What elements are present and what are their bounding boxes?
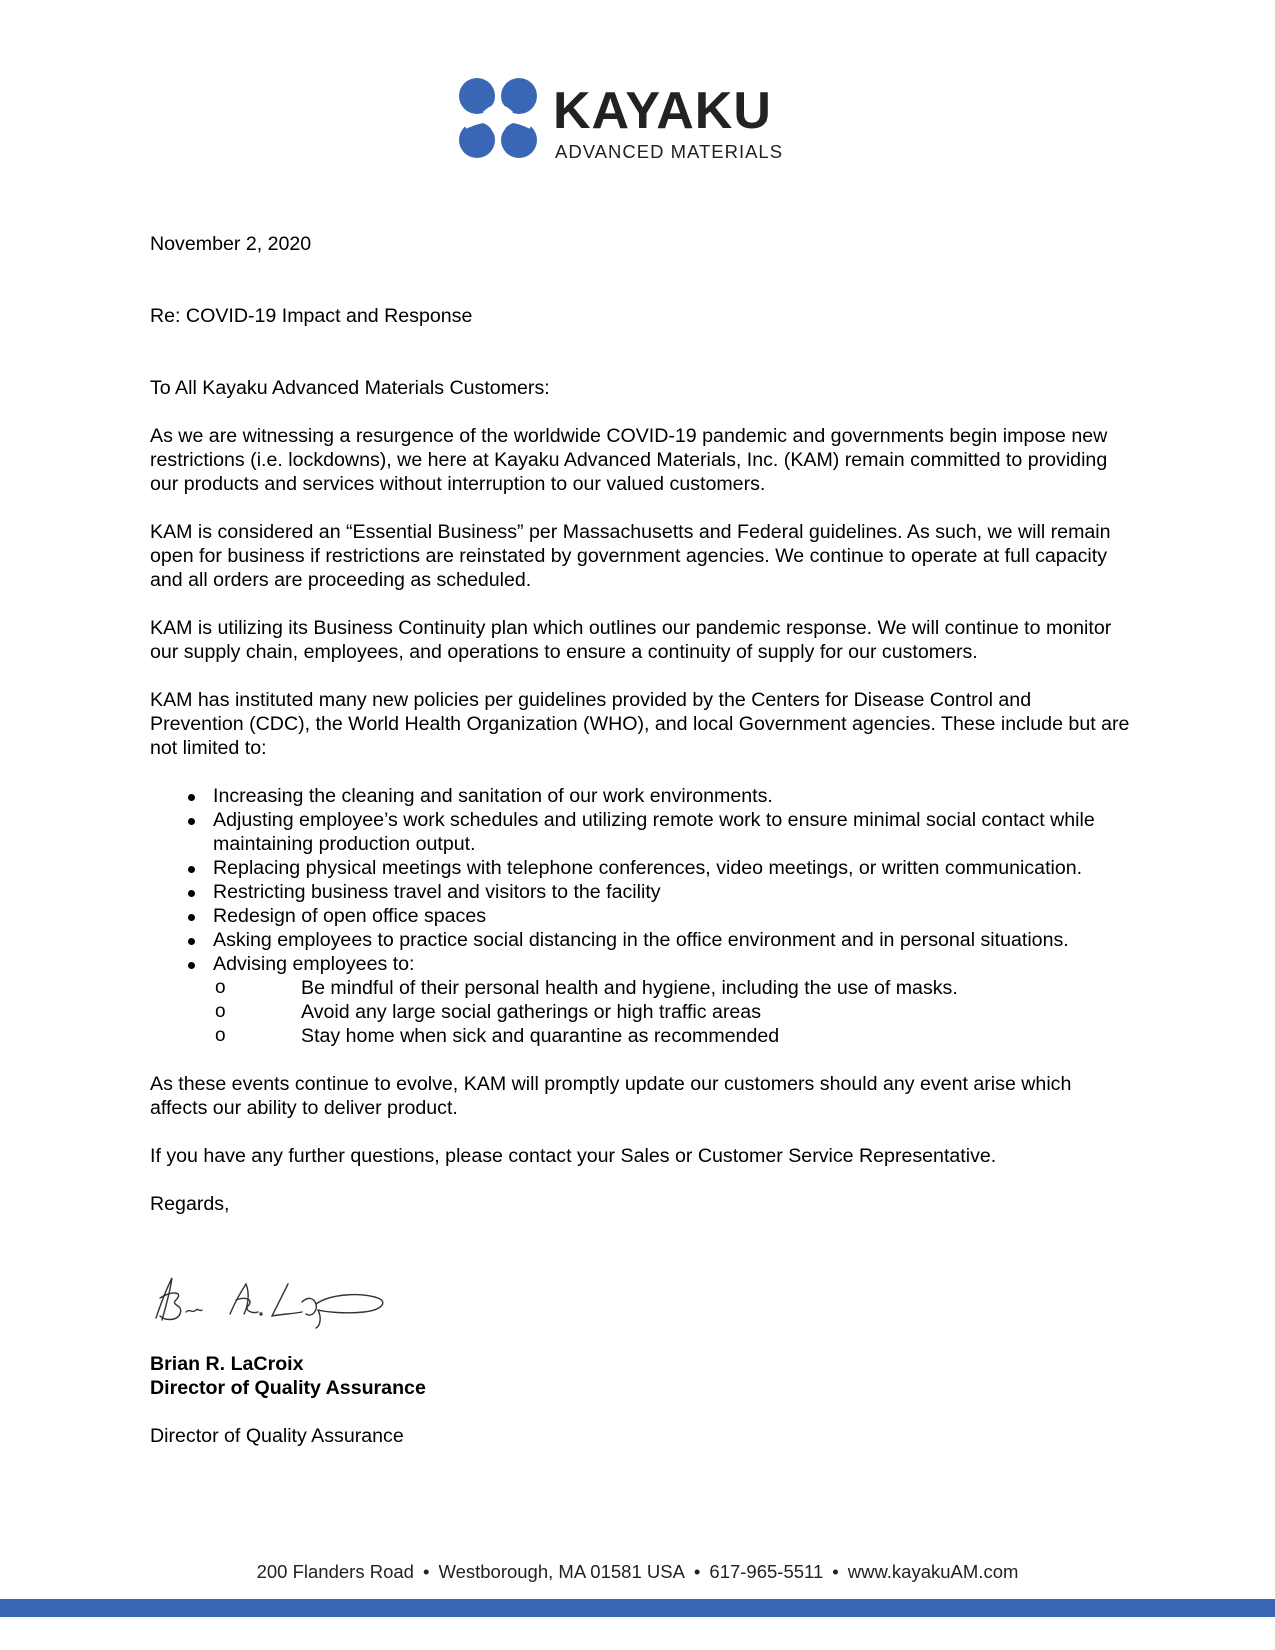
advising-sublist [213, 976, 1130, 1048]
circle-bullet-icon: o [215, 977, 226, 998]
list-item-text: Increasing the cleaning and sanitation of our work environments. [213, 785, 773, 807]
paragraph: As these events continue to evolve, KAM will promptly update our customers should any event arise which affects our ability to deliver product. [150, 1073, 1072, 1119]
handwritten-signature [150, 1270, 400, 1330]
footer-separator: • [693, 1561, 701, 1582]
footer-city: Westborough, MA 01581 USA [438, 1561, 685, 1582]
bullet-icon [188, 890, 195, 897]
signature-icon [150, 1270, 400, 1330]
footer-separator: • [422, 1561, 430, 1582]
footer-separator: • [832, 1561, 839, 1582]
list-item [150, 952, 1130, 1048]
list-item [150, 880, 1130, 904]
paragraph: If you have any further questions, please contact your Sales or Customer Service Representative. [150, 1145, 997, 1167]
footer-address: 200 Flanders Road [256, 1561, 414, 1582]
letter-date: November 2, 2020 [150, 233, 312, 255]
policy-list [150, 784, 1130, 1048]
bullet-icon [188, 938, 195, 945]
paragraph: KAM has instituted many new policies per guidelines provided by the Centers for Disease Control and Prevention (CDC), the World Health Organization (WHO), and local Government agencies. These include but are not limited to: [150, 689, 1130, 759]
list-item [150, 784, 1130, 808]
letter-subject: Re: COVID-19 Impact and Response [150, 305, 473, 327]
sub-list-item-text: Stay home when sick and quarantine as recommended [301, 1025, 780, 1047]
sub-list-item [213, 1000, 1130, 1024]
kayaku-logo [455, 76, 835, 164]
sub-list-item [213, 976, 1130, 1000]
circle-bullet-icon: o [215, 1025, 226, 1046]
letter-body [150, 232, 1130, 1240]
signer-block [150, 1352, 426, 1400]
bullet-icon [188, 818, 195, 825]
paragraph: KAM is considered an “Essential Business” per Massachusetts and Federal guidelines. As such, we will remain open for business if restrictions are reinstated by government agencies. We continue to operate at full capacity and all orders are proceeding as scheduled. [150, 521, 1111, 591]
sub-list-item [213, 1024, 1130, 1048]
bullet-icon [188, 866, 195, 873]
sign-off: Regards, [150, 1193, 230, 1215]
list-item [150, 904, 1130, 928]
signer-name: Brian R. LaCroix [150, 1353, 304, 1375]
list-item-text: Advising employees to: [213, 953, 415, 975]
paragraph: As we are witnessing a resurgence of the worldwide COVID-19 pandemic and governments begin impose new restrictions (i.e. lockdowns), we here at Kayaku Advanced Materials, Inc. (KAM) remain committed to providing our products and services without interruption to our valued customers. [150, 425, 1108, 495]
paragraph: KAM is utilizing its Business Continuity plan which outlines our pandemic response. We will continue to monitor our supply chain, employees, and operations to ensure a continuity of supply for our customers. [150, 617, 1112, 663]
list-item [150, 808, 1130, 856]
list-item-text: Asking employees to practice social distancing in the office environment and in personal situations. [213, 929, 1069, 951]
footer-contact [0, 1561, 1275, 1583]
list-item-text: Adjusting employee’s work schedules and utilizing remote work to ensure minimal social contact while maintaining production output. [213, 809, 1095, 855]
footer-phone: 617-965-5511 [709, 1561, 824, 1582]
bullet-icon [188, 914, 195, 921]
footer-bar [0, 1599, 1275, 1617]
footer-website: www.kayakuAM.com [847, 1561, 1019, 1582]
signer-title: Director of Quality Assurance [150, 1377, 426, 1399]
logo-wordmark: KAYAKU [553, 82, 772, 140]
list-item-text: Restricting business travel and visitors to the facility [213, 881, 661, 903]
letter-salutation: To All Kayaku Advanced Materials Customers: [150, 377, 550, 399]
list-item [150, 928, 1130, 952]
list-item-text: Replacing physical meetings with telephone conferences, video meetings, or written communication. [213, 857, 1083, 879]
circle-bullet-icon: o [215, 1001, 226, 1022]
kayaku-petal-logo-icon [455, 76, 835, 164]
sub-list-item-text: Avoid any large social gatherings or high traffic areas [301, 1001, 761, 1023]
list-item-text: Redesign of open office spaces [213, 905, 487, 927]
sub-list-item-text: Be mindful of their personal health and hygiene, including the use of masks. [301, 977, 958, 999]
bullet-icon [188, 794, 195, 801]
signer-title-repeat: Director of Quality Assurance [150, 1425, 404, 1447]
logo-tagline: ADVANCED MATERIALS [555, 141, 784, 162]
list-item [150, 856, 1130, 880]
bullet-icon [188, 962, 195, 969]
